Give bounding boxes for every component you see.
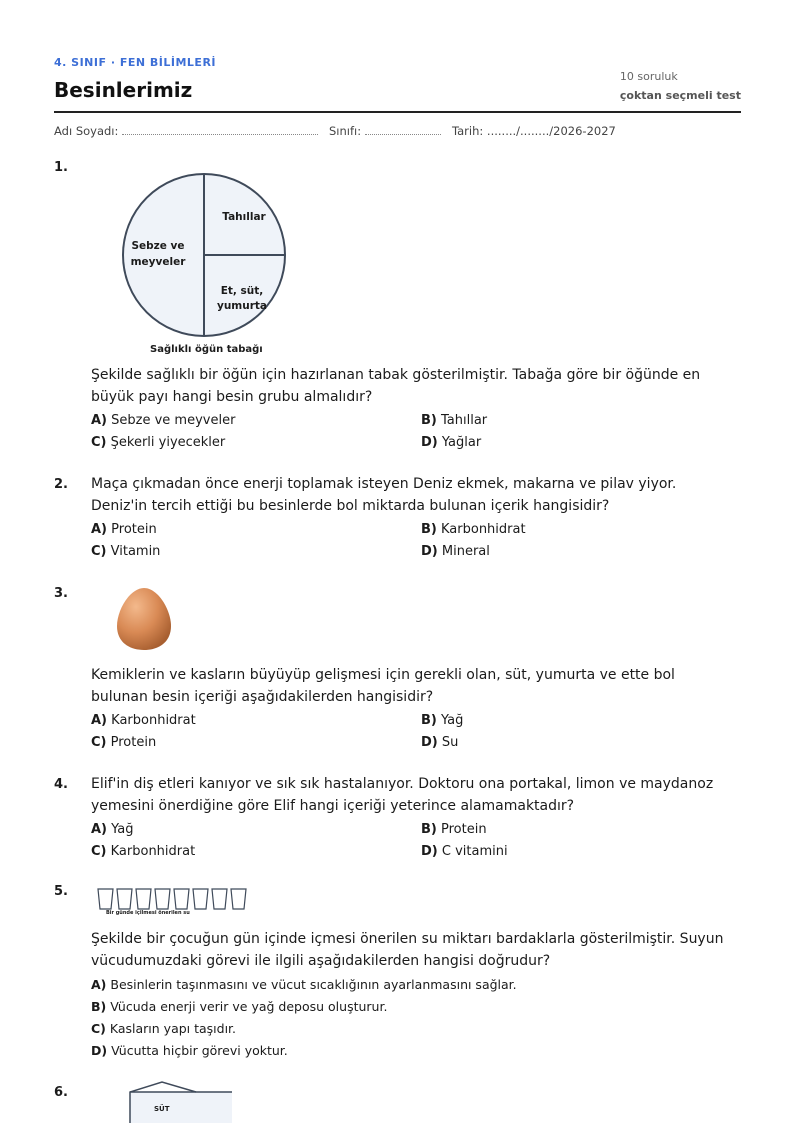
date-field[interactable] <box>452 124 616 138</box>
question-text: Şekilde sağlıklı bir öğün için hazırlanan tabak gösterilmiştir. Tabağa göre bir öğünde en büyük payı hangi besin grubu almalıdır? <box>91 367 701 405</box>
question-number: 2. <box>54 477 68 492</box>
name-blank[interactable] <box>122 124 318 135</box>
option-c[interactable]: C) Vitamin <box>91 544 161 559</box>
option-b[interactable]: B) Vücuda enerji verir ve yağ deposu oluşturur. <box>91 999 388 1014</box>
option-a[interactable]: A) Karbonhidrat <box>91 713 196 728</box>
question-text: Şekilde bir çocuğun gün içinde içmesi önerilen su miktarı bardaklarla gösterilmiştir. Suyun vücudumuzdaki görevi ile ilgili aşağıdakilerden hangisi doğrudur? <box>91 931 724 969</box>
plate-section-vegetables: Sebze ve meyveler <box>130 240 186 268</box>
option-b[interactable]: B) Yağ <box>421 713 464 728</box>
water-cup-icon <box>230 888 247 910</box>
milk-carton-figure <box>128 1081 236 1123</box>
option-b[interactable]: B) Karbonhidrat <box>421 522 526 537</box>
page-title: Besinlerimiz <box>54 78 193 102</box>
water-cup-icon <box>211 888 228 910</box>
option-d[interactable]: D) Su <box>421 735 459 750</box>
class-blank[interactable] <box>365 124 441 135</box>
question-number: 5. <box>54 884 68 899</box>
question-number: 1. <box>54 160 68 175</box>
subject-label: 4. SINIF · FEN BİLİMLERİ <box>54 56 217 69</box>
option-a[interactable]: A) Besinlerin taşınmasını ve vücut sıcaklığının ayarlanmasını sağlar. <box>91 977 517 992</box>
option-c[interactable]: C) Şekerli yiyecekler <box>91 435 226 450</box>
healthy-plate-figure <box>120 172 290 342</box>
option-d[interactable]: D) Mineral <box>421 544 490 559</box>
question-text: Kemiklerin ve kasların büyüyüp gelişmesi için gerekli olan, süt, yumurta ve ette bol bulunan besin içeriği aşağıdakilerden hangisidir? <box>91 667 675 705</box>
water-cup-icon <box>97 888 114 910</box>
option-c[interactable]: C) Karbonhidrat <box>91 844 196 859</box>
header-divider <box>54 111 741 113</box>
option-c[interactable]: C) Protein <box>91 735 157 750</box>
class-field[interactable] <box>329 124 441 138</box>
option-a[interactable]: A) Protein <box>91 522 157 537</box>
test-meta <box>620 70 741 102</box>
cups-caption: Bir günde içilmesi önerilen su <box>106 910 190 916</box>
option-d[interactable]: D) Vücutta hiçbir görevi yoktur. <box>91 1043 288 1058</box>
name-field[interactable] <box>54 124 318 138</box>
option-d[interactable]: D) C vitamini <box>421 844 508 859</box>
water-cup-icon <box>135 888 152 910</box>
question-count: 10 soruluk <box>619 70 678 83</box>
option-c[interactable]: C) Kasların yapı taşıdır. <box>91 1021 237 1036</box>
water-cups-figure <box>97 888 247 910</box>
plate-caption: Sağlıklı öğün tabağı <box>150 344 263 355</box>
question-number: 6. <box>54 1085 68 1100</box>
question-text: Elif'in diş etleri kanıyor ve sık sık hastalanıyor. Doktoru ona portakal, limon ve maydanoz yemesini önerdiğine göre Elif hangi içeriği yeterince alamamaktadır? <box>91 776 714 814</box>
option-d[interactable]: D) Yağlar <box>421 435 482 450</box>
plate-section-protein: Et, süt, yumurta <box>216 285 268 312</box>
option-b[interactable]: B) Tahıllar <box>421 413 488 428</box>
water-cup-icon <box>154 888 171 910</box>
class-label: Sınıfı: <box>329 124 362 138</box>
question-text: Maça çıkmadan önce enerji toplamak isteyen Deniz ekmek, makarna ve pilav yiyor. Deniz'in tercih ettiği bu besinlerde bol miktarda bulunan içerik hangisidir? <box>91 476 677 514</box>
test-type: çoktan seçmeli test <box>619 89 741 102</box>
water-cup-icon <box>116 888 133 910</box>
plate-section-grains: Tahıllar <box>222 211 266 223</box>
question-number: 4. <box>54 777 68 792</box>
water-cup-icon <box>173 888 190 910</box>
egg-image <box>114 586 174 652</box>
option-a[interactable]: A) Sebze ve meyveler <box>91 413 236 428</box>
milk-label: SÜT <box>154 1105 170 1113</box>
option-b[interactable]: B) Protein <box>421 822 487 837</box>
question-number: 3. <box>54 586 68 601</box>
date-label: Tarih: ......../......../2026-2027 <box>452 124 616 138</box>
name-label: Adı Soyadı: <box>54 124 119 138</box>
option-a[interactable]: A) Yağ <box>91 822 134 837</box>
water-cup-icon <box>192 888 209 910</box>
